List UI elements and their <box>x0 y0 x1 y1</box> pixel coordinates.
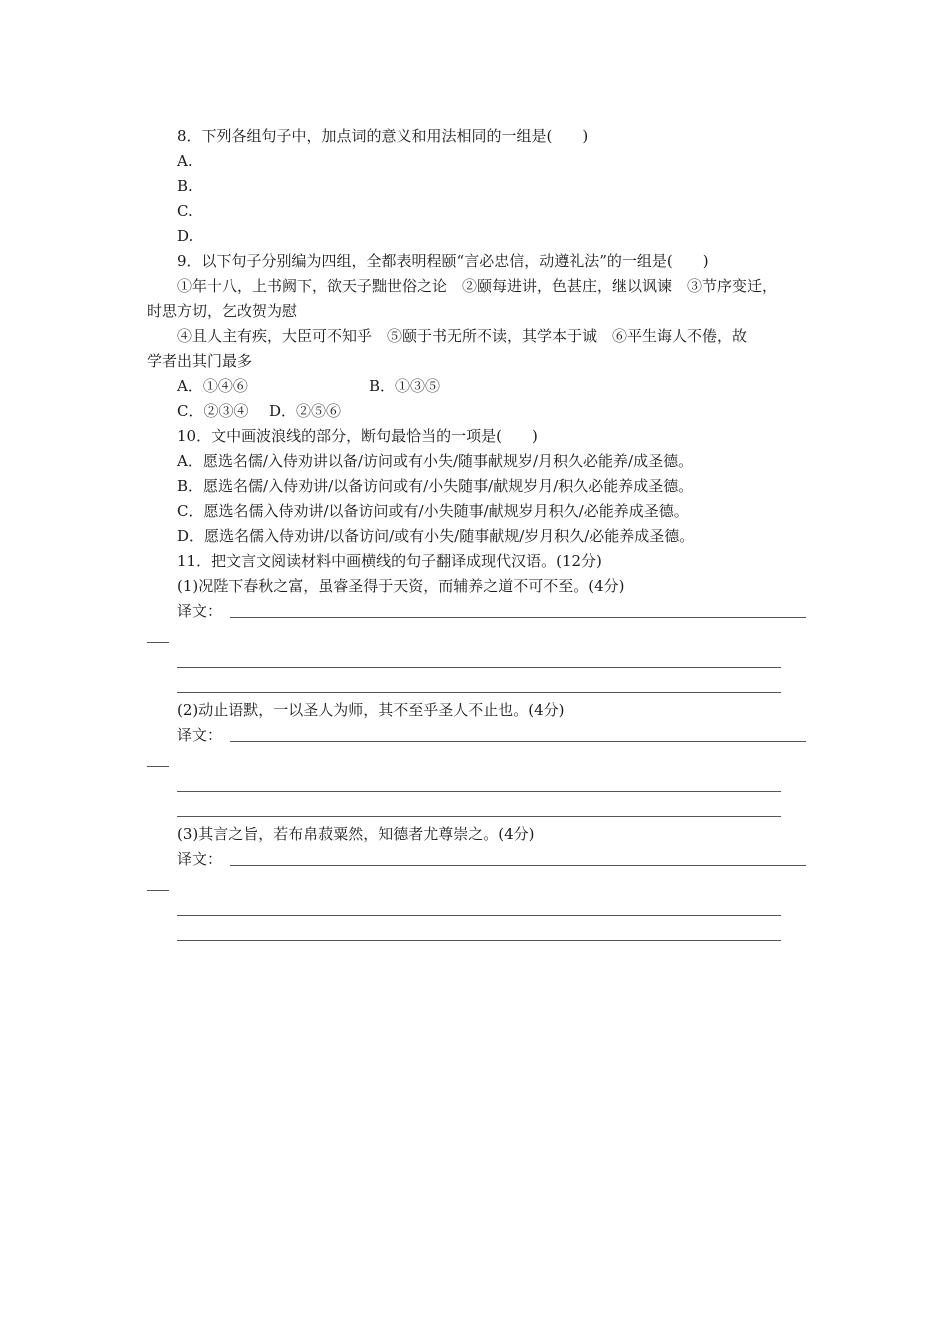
answer-line[interactable] <box>230 865 806 866</box>
question-9-sentences-line-2: 时思方切，乞改贺为慰 <box>147 302 298 320</box>
question-9-sentences-line-4: 学者出其门最多 <box>147 352 253 370</box>
question-8-option-b: B. <box>177 177 193 195</box>
answer-line[interactable] <box>177 667 781 668</box>
answer-label: 译文： <box>177 726 223 744</box>
question-11-part-3: (3)其言之旨，若布帛菽粟然，知德者尤尊崇之。(4分) <box>177 825 535 843</box>
question-10-stem: 10．文中画波浪线的部分，断句最恰当的一项是( ) <box>177 427 538 445</box>
answer-label: 译文： <box>177 850 223 868</box>
answer-line[interactable] <box>230 741 806 742</box>
question-9-option-b: B．①③⑤ <box>369 377 441 395</box>
answer-line[interactable] <box>230 617 806 618</box>
question-8-stem: 8．下列各组句子中，加点词的意义和用法相同的一组是( ) <box>177 127 589 145</box>
answer-line[interactable] <box>177 915 781 916</box>
question-9-option-c: C．②③④ <box>177 402 249 420</box>
question-11-part-3-answer-row <box>177 847 222 872</box>
answer-line[interactable] <box>177 940 781 941</box>
answer-line-stub <box>147 642 169 643</box>
question-9-options-row-2 <box>177 399 341 424</box>
question-10-option-b: B．愿选名儒/入侍劝讲/以备访问或有/小失随事/献规岁月/积久必能养成圣德。 <box>177 477 694 495</box>
question-11-stem: 11．把文言文阅读材料中画横线的句子翻译成现代汉语。(12分) <box>177 552 602 570</box>
question-11-part-2: (2)动止语默，一以圣人为师，其不至乎圣人不止也。(4分) <box>177 701 565 719</box>
answer-line-stub <box>147 766 169 767</box>
question-9-sentences-line-1: ①年十八，上书阙下，欲天子黜世俗之论 ②颐每进讲，色甚庄，继以讽谏 ③节序变迁， <box>177 277 778 295</box>
answer-line[interactable] <box>177 692 781 693</box>
question-10-option-a: A．愿选名儒/入侍劝讲以备/访问或有小失/随事献规岁/月积久必能养/成圣德。 <box>177 452 694 470</box>
question-9-sentences-line-3: ④且人主有疾，大臣可不知乎 ⑤颐于书无所不读，其学本于诚 ⑥平生诲人不倦，故 <box>177 327 748 345</box>
question-10-option-c: C．愿选名儒入侍劝讲/以备访问或有/小失随事/献规岁月积久/必能养成圣德。 <box>177 502 689 520</box>
answer-label: 译文： <box>177 602 223 620</box>
answer-line[interactable] <box>177 816 781 817</box>
question-8-option-c: C. <box>177 202 193 220</box>
question-9-options-row-1 <box>177 374 440 399</box>
answer-line[interactable] <box>177 791 781 792</box>
question-8-option-d: D. <box>177 227 194 245</box>
question-9-option-d: D．②⑤⑥ <box>269 402 342 420</box>
question-10-option-d: D．愿选名儒入侍劝讲/以备访问/或有小失/随事献规/岁月积久/必能养成圣德。 <box>177 527 695 545</box>
answer-line-stub <box>147 890 169 891</box>
question-9-stem: 9．以下句子分别编为四组，全都表明程颐“言必忠信，动遵礼法”的一组是( ) <box>177 252 709 270</box>
question-8-option-a: A. <box>177 152 193 170</box>
question-11-part-2-answer-row <box>177 723 222 748</box>
question-11-part-1: (1)况陛下春秋之富，虽睿圣得于天资，而辅养之道不可不至。(4分) <box>177 577 625 595</box>
question-9-option-a: A．①④⑥ <box>177 377 248 395</box>
question-11-part-1-answer-row <box>177 599 222 624</box>
